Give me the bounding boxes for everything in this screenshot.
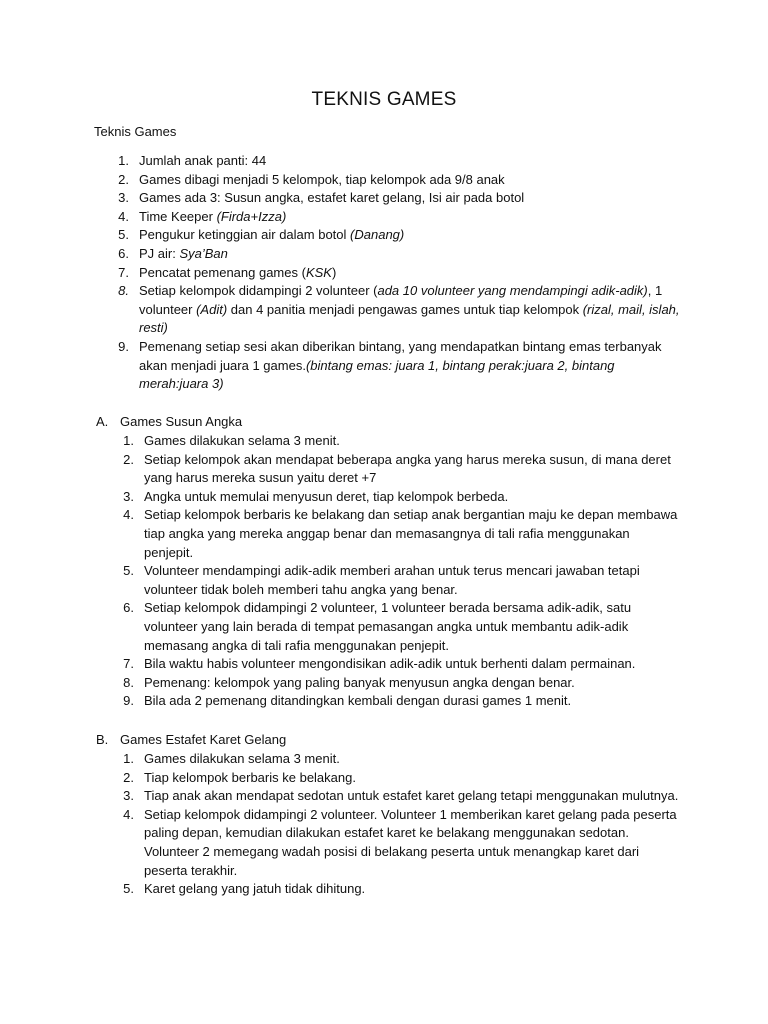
list-item: [117, 245, 687, 264]
document-subtitle: Teknis Games: [94, 124, 177, 139]
text-segment: , 1 volunteer: [139, 283, 663, 317]
list-item: [121, 488, 681, 507]
list-item: [121, 750, 681, 769]
section-b-list: [121, 750, 681, 899]
list-text: Setiap kelompok didampingi 2 volunteer. Volunteer 1 memberikan karet gelang pada peserta paling depan, kemudian dilakukan estafet karet ke belakang menggunakan sedotan. Volunteer 2 memegang wadah posisi di belakang peserta untuk menangkap karet dari peserta terakhir.: [144, 806, 677, 878]
italic-segment: (Adit): [196, 301, 228, 317]
list-text: [139, 226, 687, 245]
list-text: [139, 245, 687, 264]
text-segment: Pengukur ketinggian air dalam botol: [139, 227, 351, 243]
list-number: 7.: [123, 656, 134, 672]
text-segment: Time Keeper: [139, 208, 217, 224]
list-number: 8.: [118, 283, 129, 299]
list-item: [121, 692, 681, 711]
list-number: 2.: [123, 451, 134, 467]
main-numbered-list: [117, 152, 687, 394]
italic-segment: Sya’Ban: [179, 245, 228, 261]
list-text: [139, 338, 687, 394]
list-item: [121, 432, 681, 451]
list-text: [139, 282, 687, 338]
list-text: Angka untuk memulai menyusun deret, tiap kelompok berbeda.: [144, 488, 509, 504]
text-segment: Pencatat pemenang games (: [139, 264, 306, 280]
list-number: 8.: [123, 674, 134, 690]
list-number: 2.: [118, 171, 129, 187]
list-text: Tiap kelompok berbaris ke belakang.: [144, 769, 356, 785]
italic-segment: (Firda+Izza): [216, 208, 287, 224]
list-number: 7.: [118, 264, 129, 280]
list-text: Games dilakukan selama 3 menit.: [144, 751, 340, 766]
list-item: [117, 171, 687, 190]
list-number: 3.: [123, 788, 134, 804]
list-text: [139, 208, 687, 227]
list-item: [117, 338, 687, 394]
list-number: 6.: [123, 600, 134, 616]
list-number: 5.: [118, 227, 129, 243]
list-number: 9.: [123, 693, 134, 709]
list-text: Bila ada 2 pemenang ditandingkan kembali dengan durasi games 1 menit.: [144, 693, 572, 709]
list-text: Pemenang: kelompok yang paling banyak menyusun angka dengan benar.: [144, 674, 575, 690]
text-segment: PJ air:: [139, 245, 180, 261]
text-segment: ): [331, 264, 337, 280]
list-item: [121, 655, 681, 674]
list-item: [121, 506, 681, 562]
list-item: [121, 787, 681, 806]
list-number: 4.: [118, 208, 129, 224]
list-number: 4.: [123, 806, 134, 822]
list-item: [121, 599, 681, 655]
list-item: [117, 189, 687, 208]
list-text: Bila waktu habis volunteer mengondisikan adik-adik untuk berhenti dalam permainan.: [144, 656, 636, 672]
list-text: Volunteer mendampingi adik-adik memberi arahan untuk terus mencari jawaban tetapi volunteer tidak boleh memberi tahu angka yang benar.: [144, 563, 640, 597]
list-text: Games dilakukan selama 3 menit.: [144, 433, 340, 448]
list-item: [121, 769, 681, 788]
section-a-list: [121, 432, 681, 711]
list-item: [121, 674, 681, 693]
list-item: [117, 226, 687, 245]
italic-segment: KSK: [305, 264, 332, 280]
italic-segment: (rizal, mail, islah, resti): [139, 301, 680, 336]
list-number: 1.: [123, 751, 134, 766]
list-text: Tiap anak akan mendapat sedotan untuk estafet karet gelang tetapi menggunakan mulutnya.: [144, 788, 679, 804]
list-number: 6.: [118, 245, 129, 261]
list-text: Games ada 3: Susun angka, estafet karet gelang, Isi air pada botol: [139, 190, 525, 206]
section-b-heading: [96, 732, 286, 747]
list-item: [121, 562, 681, 599]
italic-segment: (bintang emas: juara 1, bintang perak:juara 2, bintang merah:juara 3): [139, 357, 615, 392]
section-a-heading: [96, 414, 242, 429]
list-number: 3.: [123, 488, 134, 504]
list-item: [121, 806, 681, 880]
text-segment: dan 4 panitia menjadi pengawas games untuk tiap kelompok: [227, 301, 583, 317]
document-title: TEKNIS GAMES: [311, 89, 457, 110]
list-text: Setiap kelompok akan mendapat beberapa angka yang harus mereka susun, di mana deret yang harus mereka susun yaitu deret +7: [144, 451, 671, 486]
list-number: 1.: [118, 153, 129, 168]
section-title: Games Estafet Karet Gelang: [120, 732, 287, 747]
list-item: [117, 208, 687, 227]
list-number: 3.: [118, 190, 129, 206]
italic-segment: ada 10 volunteer yang mendampingi adik-adik): [377, 283, 648, 299]
list-text: Setiap kelompok berbaris ke belakang dan setiap anak bergantian maju ke depan membawa tiap angka yang mereka anggap benar dan memasangnya di tali rafia menggunakan penjepit.: [144, 507, 678, 560]
italic-segment: (Danang): [350, 227, 405, 243]
section-letter: A.: [96, 414, 109, 429]
list-item: [117, 264, 687, 283]
list-number: 2.: [123, 769, 134, 785]
list-number: 9.: [118, 338, 129, 354]
text-segment: Setiap kelompok didampingi 2 volunteer (: [139, 283, 378, 299]
list-item: [117, 282, 687, 338]
list-number: 4.: [123, 507, 134, 523]
list-text: [139, 264, 687, 283]
text-segment: Pemenang setiap sesi akan diberikan bintang, yang mendapatkan bintang emas terbanyak akan menjadi juara 1 games.: [139, 338, 662, 373]
list-number: 5.: [123, 563, 134, 579]
section-title: Games Susun Angka: [120, 414, 243, 429]
list-number: 5.: [123, 881, 134, 897]
list-text: Jumlah anak panti: 44: [139, 153, 267, 168]
list-item: [121, 880, 681, 899]
list-number: 1.: [123, 433, 134, 448]
list-text: Karet gelang yang jatuh tidak dihitung.: [144, 881, 366, 897]
list-item: [117, 152, 687, 171]
list-text: Setiap kelompok didampingi 2 volunteer, 1 volunteer berada bersama adik-adik, satu volunteer yang lain berada di tempat pemasangan angka untuk membantu adik-adik memasang angka di tali rafia menggunakan penjepit.: [144, 600, 632, 653]
list-item: [121, 451, 681, 488]
list-text: Games dibagi menjadi 5 kelompok, tiap kelompok ada 9/8 anak: [139, 171, 505, 187]
section-letter: B.: [96, 732, 109, 747]
